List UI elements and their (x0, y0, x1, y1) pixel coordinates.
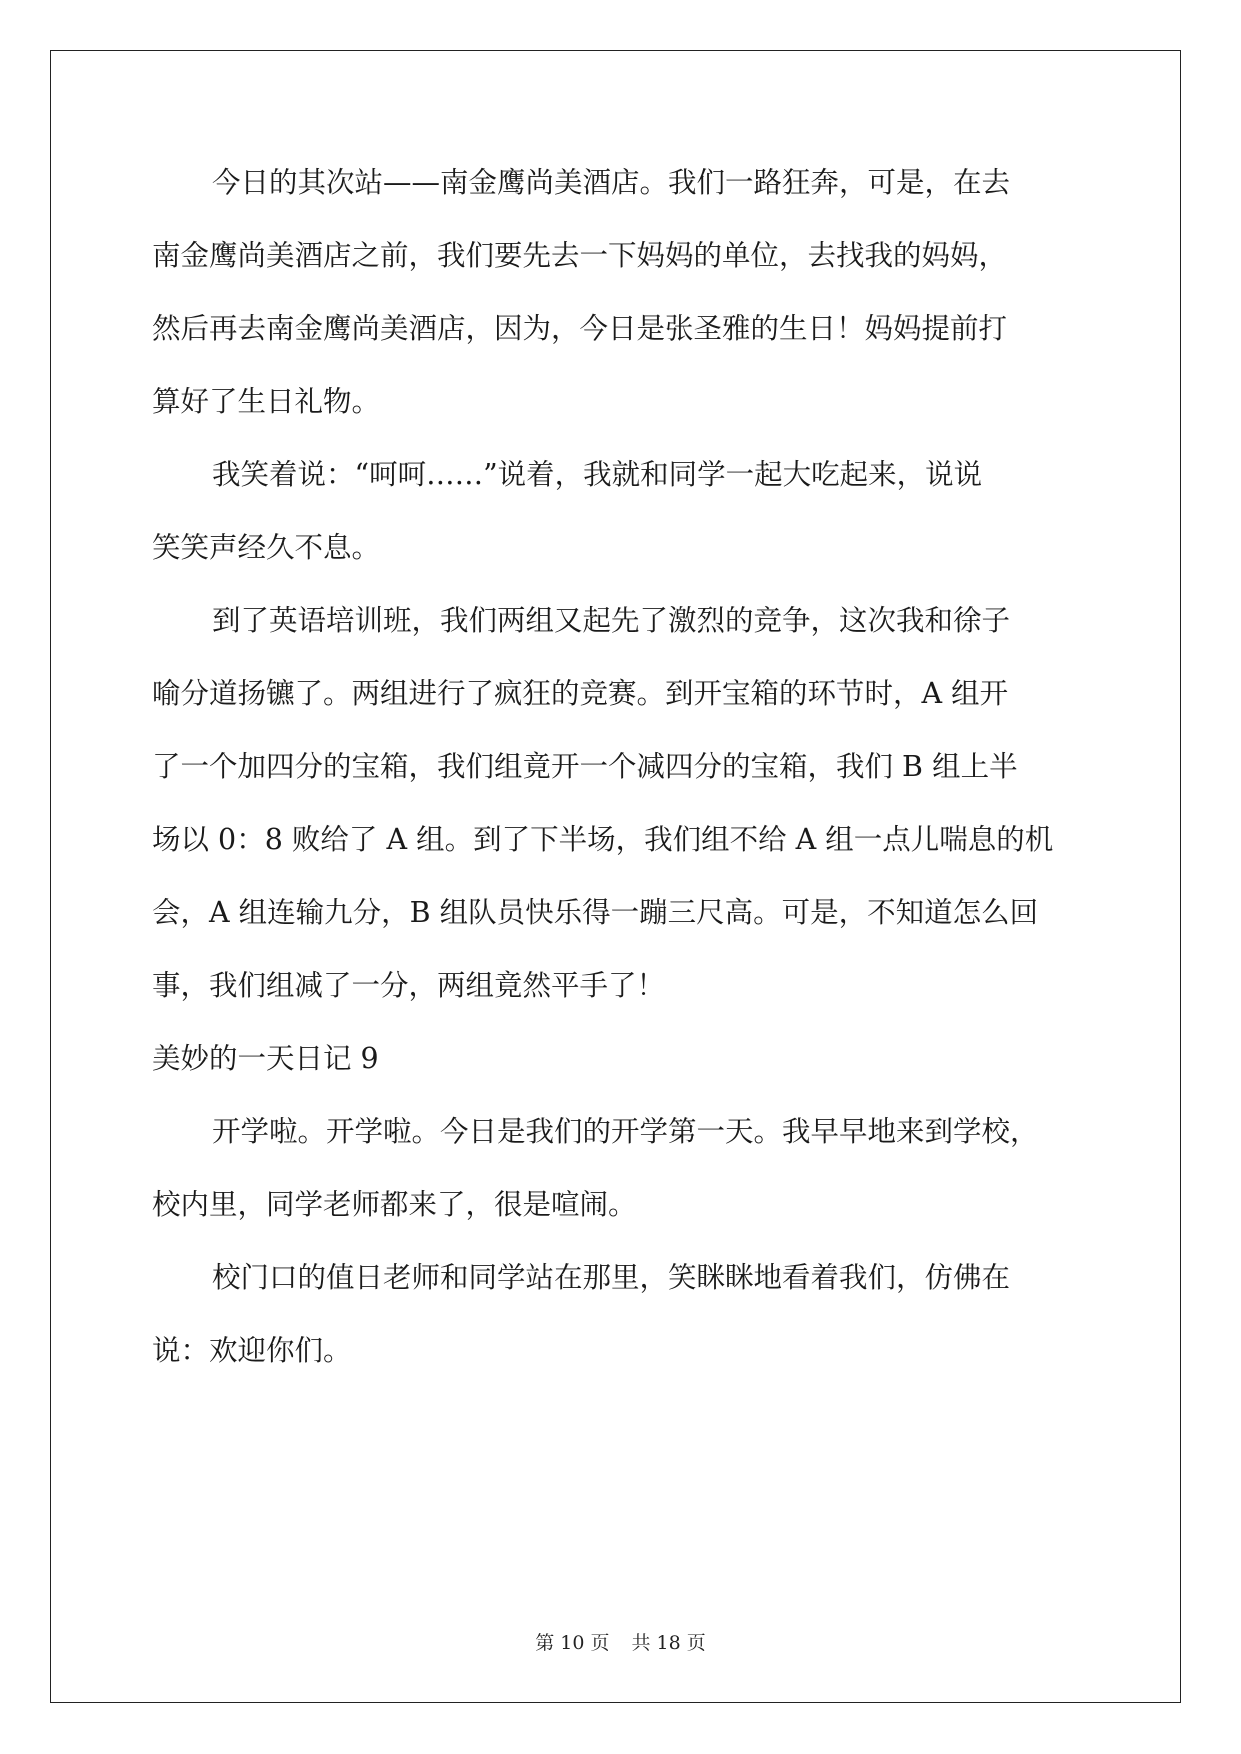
paragraph-1-line-2: 南金鹰尚美酒店之前，我们要先去一下妈妈的单位，去找我的妈妈， (152, 239, 1008, 272)
section-heading: 美妙的一天日记 9 (152, 1042, 379, 1075)
paragraph-4-line-1: 开学啦。开学啦。今日是我们的开学第一天。我早早地来到学校， (212, 1115, 1039, 1148)
paragraph-3-line-5: 会，A 组连输九分，B 组队员快乐得一蹦三尺高。可是，不知道怎么回 (152, 896, 1039, 929)
paragraph-5-line-1: 校门口的值日老师和同学站在那里，笑眯眯地看着我们，仿佛在 (212, 1261, 1011, 1294)
paragraph-1-line-3: 然后再去南金鹰尚美酒店，因为，今日是张圣雅的生日！妈妈提前打 (152, 312, 1008, 345)
paragraph-3-line-2: 喻分道扬镳了。两组进行了疯狂的竞赛。到开宝箱的环节时，A 组开 (152, 677, 1009, 710)
paragraph-3-line-3: 了一个加四分的宝箱，我们组竟开一个减四分的宝箱，我们 B 组上半 (152, 750, 1018, 783)
paragraph-1-line-1: 今日的其次站——南金鹰尚美酒店。我们一路狂奔，可是，在去 (212, 166, 1011, 199)
paragraph-3-line-1: 到了英语培训班，我们两组又起先了激烈的竞争，这次我和徐子 (212, 604, 1011, 637)
paragraph-5-line-2: 说：欢迎你们。 (152, 1334, 352, 1367)
paragraph-1-line-4: 算好了生日礼物。 (152, 385, 381, 418)
paragraph-2-line-2: 笑笑声经久不息。 (152, 531, 381, 564)
page-footer (0, 1628, 1241, 1655)
paragraph-3-line-6: 事，我们组减了一分，两组竟然平手了！ (152, 969, 666, 1002)
paragraph-2-line-1: 我笑着说：“呵呵……”说着，我就和同学一起大吃起来，说说 (212, 458, 983, 491)
paragraph-3-line-4: 场以 0：8 败给了 A 组。到了下半场，我们组不给 A 组一点儿喘息的机 (152, 823, 1054, 856)
page-number-total: 共 18 页 (631, 1632, 706, 1654)
paragraph-4-line-2: 校内里，同学老师都来了，很是喧闹。 (152, 1188, 637, 1221)
page-number-current: 第 10 页 (535, 1632, 610, 1654)
page-border (50, 50, 1181, 1703)
